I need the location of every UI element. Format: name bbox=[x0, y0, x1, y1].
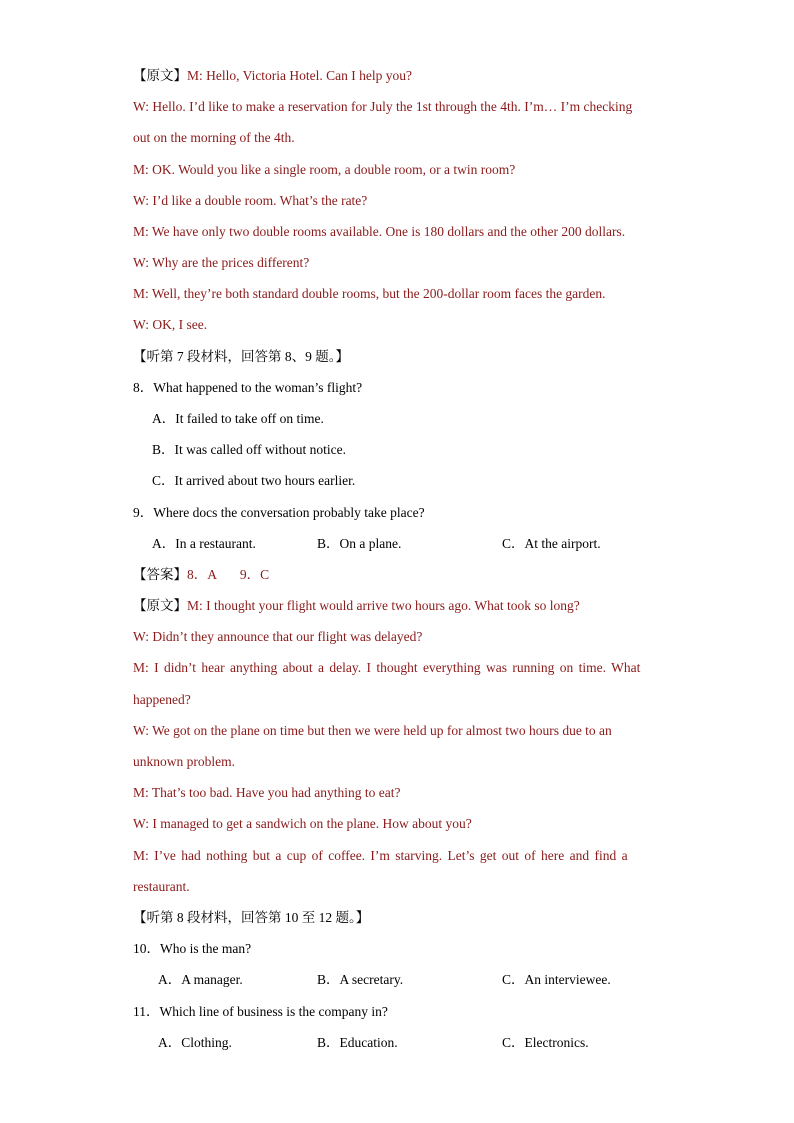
transcript-line: W: I managed to get a sandwich on the plane. How about you? bbox=[133, 816, 472, 831]
question-stem: 10．Who is the man? bbox=[133, 941, 252, 956]
option-a: A．In a restaurant. bbox=[152, 536, 256, 551]
transcript-line: W: Didn’t they announce that our flight was delayed? bbox=[133, 629, 423, 644]
option-c: C．At the airport. bbox=[502, 536, 601, 551]
transcript-line: happened? bbox=[133, 692, 191, 707]
transcript-line: out on the morning of the 4th. bbox=[133, 130, 295, 145]
answer-text: 8．A 9．C bbox=[187, 567, 270, 582]
option-b: B．A secretary. bbox=[317, 972, 404, 987]
transcript-line: M: Well, they’re both standard double rooms, but the 200-dollar room faces the garden. bbox=[133, 286, 606, 301]
section-heading: 【听第 7 段材料，回答第 8、9 题。】 bbox=[133, 349, 349, 364]
option-a: A．It failed to take off on time. bbox=[152, 411, 324, 426]
transcript-line: M: That’s too bad. Have you had anything to eat? bbox=[133, 785, 401, 800]
option-b: B．It was called off without notice. bbox=[152, 442, 346, 457]
transcript-line: restaurant. bbox=[133, 879, 190, 894]
transcript-line: M: I didn’t hear anything about a delay. I thought everything was running on time. What bbox=[133, 660, 641, 675]
transcript-line: M: I’ve had nothing but a cup of coffee. I’m starving. Let’s get out of here and find a bbox=[133, 848, 628, 863]
transcript-line: W: We got on the plane on time but then we were held up for almost two hours due to an bbox=[133, 723, 612, 738]
transcript-line: 【原文】M: Hello, Victoria Hotel. Can I help you? bbox=[133, 68, 413, 83]
transcript-line: M: We have only two double rooms available. One is 180 dollars and the other 200 dollars. bbox=[133, 224, 626, 239]
option-a: A．A manager. bbox=[158, 972, 243, 987]
transcript-line: W: Hello. I’d like to make a reservation for July the 1st through the 4th. I’m… I’m checking bbox=[133, 99, 633, 114]
transcript-line: M: OK. Would you like a single room, a double room, or a twin room? bbox=[133, 162, 516, 177]
option-b: B．On a plane. bbox=[317, 536, 402, 551]
option-c: C．It arrived about two hours earlier. bbox=[152, 473, 356, 488]
transcript-line: W: I’d like a double room. What’s the rate? bbox=[133, 193, 368, 208]
transcript-line: unknown problem. bbox=[133, 754, 235, 769]
transcript-line: W: OK, I see. bbox=[133, 317, 208, 332]
option-c: C．Electronics. bbox=[502, 1035, 589, 1050]
answer-label: 【答案】 bbox=[133, 567, 187, 582]
option-b: B．Education. bbox=[317, 1035, 398, 1050]
transcript-line: 【原文】M: I thought your flight would arrive two hours ago. What took so long? bbox=[133, 598, 580, 613]
transcript-line: W: Why are the prices different? bbox=[133, 255, 310, 270]
question-stem: 11．Which line of business is the company in? bbox=[133, 1004, 388, 1019]
option-a: A．Clothing. bbox=[158, 1035, 232, 1050]
question-stem: 8．What happened to the woman’s flight? bbox=[133, 380, 363, 395]
option-c: C．An interviewee. bbox=[502, 972, 611, 987]
answer-line bbox=[133, 565, 661, 585]
transcript-label: 【原文】 bbox=[133, 598, 187, 613]
transcript-label: 【原文】 bbox=[133, 68, 187, 83]
section-heading: 【听第 8 段材料，回答第 10 至 12 题。】 bbox=[133, 910, 370, 925]
question-stem: 9．Where docs the conversation probably take place? bbox=[133, 505, 425, 520]
